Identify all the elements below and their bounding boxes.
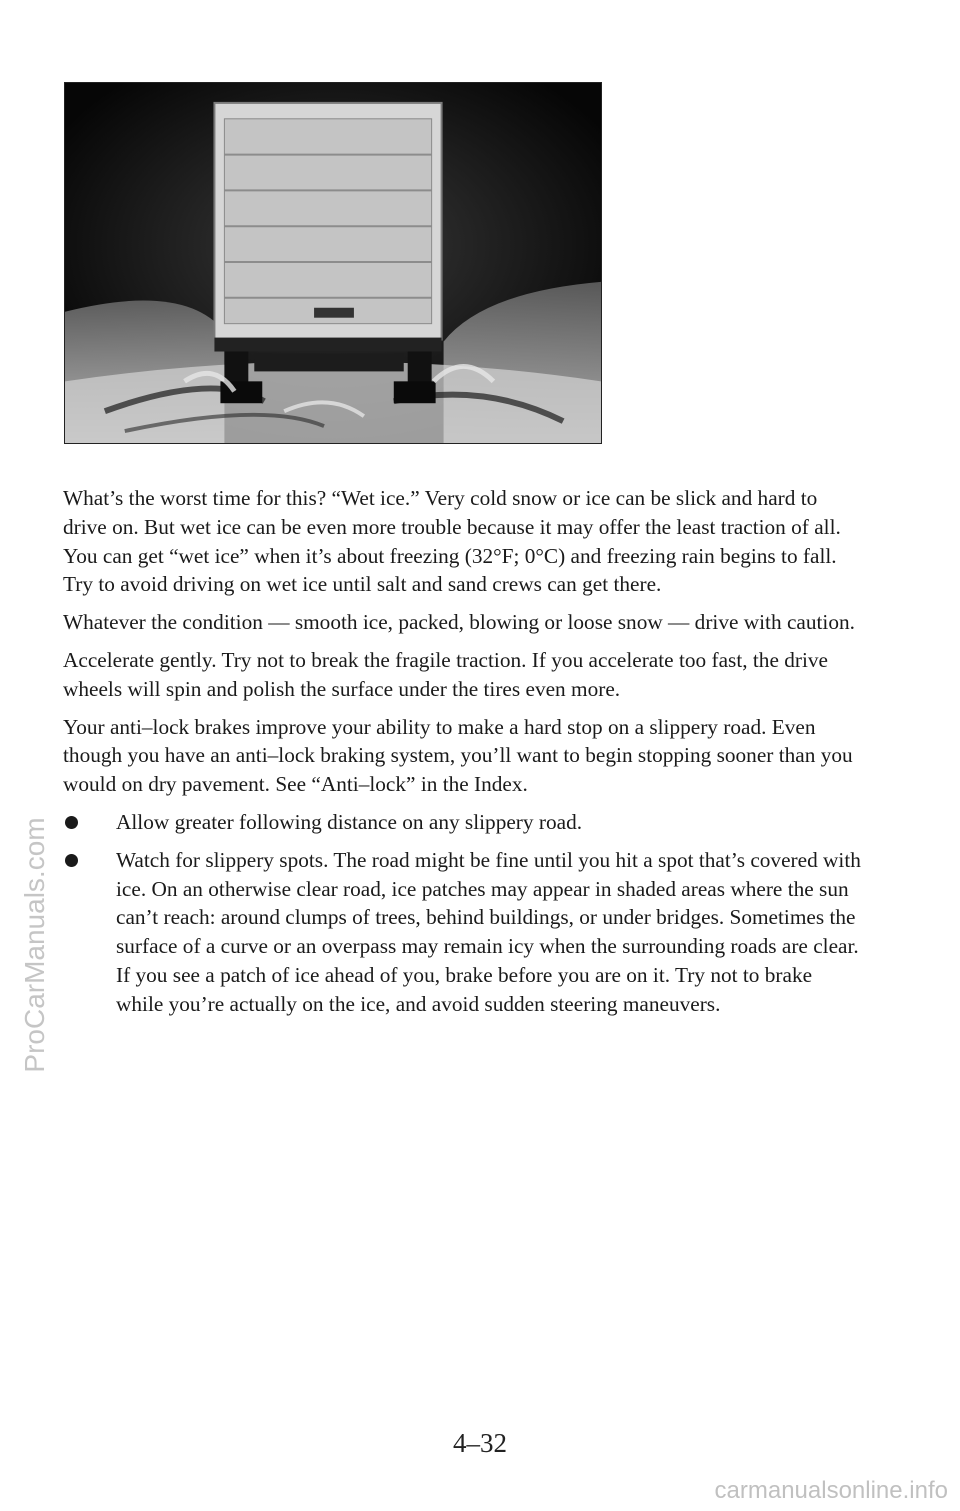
side-watermark-text: ProCarManuals.com	[18, 817, 50, 1073]
truck-illustration	[65, 83, 601, 443]
side-watermark	[3, 625, 66, 1265]
list-item-text: Allow greater following distance on any slippery road.	[116, 809, 583, 834]
paragraph-accelerate-gently: Accelerate gently. Try not to break the fragile traction. If you accelerate too fast, the drive wheels will spin and polish the surface under the tires even more.	[63, 647, 828, 701]
footer-watermark: carmanualsonline.info	[714, 1477, 948, 1504]
paragraph-anti-lock-brakes: Your anti–lock brakes improve your ability to make a hard stop on a slippery road. Even though you have an anti–lock braking system, you’ll want to begin stopping sooner than you would on dry pavement. See “Anti–lock” in the Index.	[63, 714, 853, 797]
list-item	[63, 846, 863, 1019]
bullet-icon	[65, 816, 78, 829]
paragraph-wet-ice: What’s the worst time for this? “Wet ice.” Very cold snow or ice can be slick and hard to drive on. But wet ice can be even more trouble because it may offer the least traction of all. You can get “wet ice” when it’s about freezing (32°F; 0°C) and freezing rain begins to fall. Try to avoid driving on wet ice until salt and sand crews can get there.	[63, 486, 841, 597]
tips-list	[63, 808, 863, 1019]
page-number: 4–32	[453, 1428, 507, 1458]
list-item	[63, 808, 863, 837]
paragraph-drive-with-caution: Whatever the condition — smooth ice, packed, blowing or loose snow — drive with caution.	[63, 610, 855, 635]
truck-on-icy-road-photo	[64, 82, 602, 444]
body-text	[63, 484, 863, 1028]
bullet-icon	[65, 854, 78, 867]
list-item-text: Watch for slippery spots. The road might be fine until you hit a spot that’s covered with ice. On an otherwise clear road, ice patches may appear in shaded areas where the sun can’t reach: around clumps of trees, behind buildings, or under bridges. Sometimes the surface of a curve or an overpass may remain icy when the surrounding roads are clear. If you see a patch of ice ahead of you, brake before you are on it. Try not to brake while you’re actually on the ice, and avoid sudden steering maneuvers.	[116, 847, 861, 1016]
